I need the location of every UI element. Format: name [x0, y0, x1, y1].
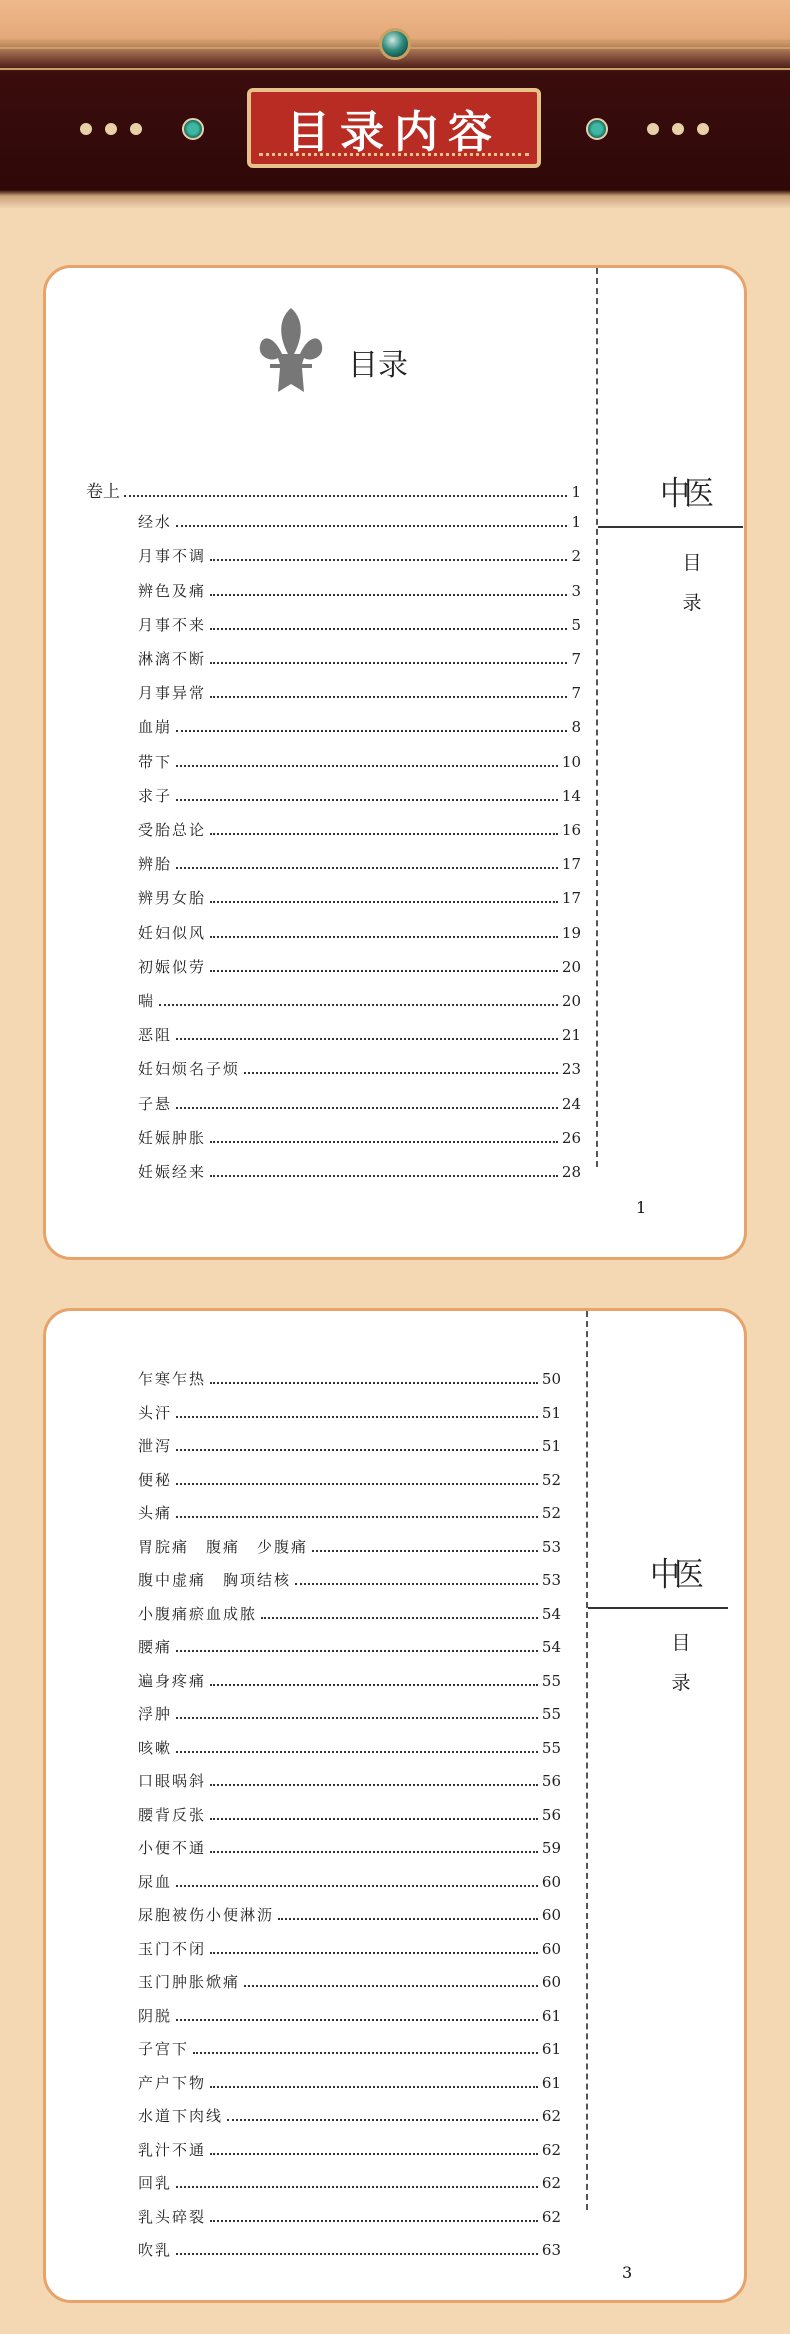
seal-logo: 中医	[660, 474, 708, 514]
toc-entry-title: 小腹痛瘀血成脓	[138, 1604, 258, 1623]
dot-leader	[176, 2253, 538, 2255]
toc-entry-title: 妊妇烦名子烦	[138, 1060, 241, 1079]
toc-entry	[138, 2172, 561, 2193]
toc-entry-title: 经水	[138, 513, 173, 532]
toc-entry-page: 16	[561, 821, 581, 839]
toc-entry	[138, 1737, 561, 1758]
toc-entry-title: 泄泻	[138, 1437, 173, 1455]
toc-entry-page: 62	[541, 2174, 561, 2192]
toc-entry	[138, 2239, 561, 2260]
toc-entry-title: 胃脘痛 腹痛 少腹痛	[138, 1537, 309, 1556]
toc-entry-title: 阴脱	[138, 2006, 173, 2025]
toc-entry-page: 8	[571, 718, 581, 737]
toc-entry-title: 头汗	[138, 1403, 173, 1422]
dot-leader	[176, 1449, 538, 1451]
toc-entry	[138, 956, 581, 977]
dot-leader	[124, 495, 567, 497]
toc-entry-page: 53	[541, 1571, 561, 1589]
side-title-char: 录	[682, 592, 702, 614]
toc-entry-page: 19	[561, 923, 581, 942]
toc-entry-title: 月事异常	[138, 684, 207, 703]
dot-leader	[210, 559, 567, 561]
dot-leader	[210, 833, 558, 835]
dot-leader	[261, 1617, 538, 1619]
dot-leader	[159, 1004, 558, 1006]
toc-entry-page: 17	[561, 855, 581, 874]
toc-entry	[138, 1024, 581, 1045]
toc-entry-page: 60	[541, 1906, 561, 1924]
toc-entry-page: 53	[541, 1537, 561, 1556]
toc-entry	[138, 545, 581, 566]
toc-page-2	[43, 1308, 747, 2303]
side-rule	[598, 526, 743, 528]
toc-entry-page: 61	[541, 2073, 561, 2092]
dot-leader	[210, 1784, 538, 1786]
toc-entry-title: 月事不调	[138, 547, 207, 566]
toc-entry-title: 卷上	[86, 482, 120, 502]
toc-entry-title: 腰背反张	[138, 1805, 207, 1824]
toc-entry	[138, 1569, 561, 1590]
toc-entry-title: 恶阻	[138, 1026, 173, 1045]
toc-entry-title: 玉门肿胀焮痛	[138, 1973, 241, 1991]
toc-entry-title: 头痛	[138, 1504, 173, 1522]
toc-entry	[138, 2005, 561, 2026]
dot-leader	[244, 1072, 558, 1074]
toc-entry-title: 尿血	[138, 1872, 173, 1891]
toc-entry	[138, 2206, 561, 2227]
dot-leader	[210, 2153, 538, 2155]
toc-entry-title: 腹中虚痛 胸项结核	[138, 1571, 292, 1589]
dot-leader	[176, 799, 558, 801]
dot-leader	[210, 696, 567, 698]
toc-entry-page: 14	[561, 786, 581, 805]
toc-entry	[138, 2072, 561, 2093]
toc-entry-page: 61	[541, 2040, 561, 2058]
toc-entry-title: 乍寒乍热	[138, 1370, 207, 1388]
dot-leader	[176, 525, 567, 527]
toc-entry-title: 子宫下	[138, 2040, 190, 2058]
toc-page-1	[43, 265, 747, 1260]
side-title-char: 目	[682, 552, 702, 574]
toc-entry	[138, 785, 581, 806]
toc-entry-page: 60	[541, 1973, 561, 1991]
toc-entry-title: 口眼㖞斜	[138, 1772, 207, 1790]
toc-entry-page: 60	[541, 1939, 561, 1958]
toc-entry	[138, 1603, 561, 1624]
toc-entry-title: 辨色及痛	[138, 581, 207, 600]
dot-leader	[210, 1818, 538, 1820]
toc-entry	[138, 1368, 561, 1389]
toc-entry-title: 水道下肉线	[138, 2107, 224, 2125]
dot-leader	[176, 1717, 538, 1719]
toc-entry-page: 7	[571, 684, 581, 703]
toc-entry-title: 初娠似劳	[138, 957, 207, 976]
toc-entry	[138, 1435, 561, 1456]
toc-entry-page: 3	[571, 581, 581, 600]
toc-entry-title: 腰痛	[138, 1638, 173, 1656]
toc-entry-page: 55	[541, 1705, 561, 1723]
toc-entry-title: 辨胎	[138, 855, 173, 874]
toc-entry	[138, 1871, 561, 1892]
toc-entry	[138, 2139, 561, 2160]
toc-entry-title: 吹乳	[138, 2241, 173, 2259]
gem-left-icon	[182, 118, 204, 140]
dot-leader	[176, 1107, 558, 1109]
toc-entry	[138, 682, 581, 703]
toc-entry	[138, 1837, 561, 1858]
dot-leader	[176, 1516, 538, 1518]
side-rule	[588, 1607, 728, 1609]
toc-entry-title: 月事不来	[138, 615, 207, 634]
dot-leader	[176, 1885, 538, 1887]
toc-entry	[138, 1127, 581, 1148]
toc-entry-page: 51	[541, 1437, 561, 1455]
toc-entry	[138, 990, 581, 1011]
page-divider	[586, 1311, 588, 2210]
fleur-de-lis-icon	[256, 306, 326, 396]
page-divider	[596, 268, 598, 1167]
dots-left	[80, 123, 142, 135]
toc-entry-page: 26	[561, 1128, 581, 1147]
toc-entry-page: 52	[541, 1504, 561, 1522]
banner-title: 目录内容	[286, 107, 502, 158]
toc-entry-page: 10	[561, 752, 581, 771]
dot-leader	[210, 2220, 538, 2222]
dot-leader	[210, 2086, 538, 2088]
toc-entry-title: 子悬	[138, 1094, 173, 1113]
toc-entry-page: 62	[541, 2140, 561, 2159]
seal-logo: 中医	[650, 1555, 698, 1595]
dot-leader	[278, 1918, 538, 1920]
toc-entry-title: 血崩	[138, 718, 173, 737]
dot-leader	[312, 1550, 538, 1552]
toc-entry-title: 喘	[138, 992, 156, 1010]
toc-entry-page: 23	[561, 1060, 581, 1079]
page-number: 1	[636, 1198, 647, 1217]
toc-entry-page: 1	[571, 483, 581, 501]
toc-entry-page: 55	[541, 1671, 561, 1690]
toc-entry-title: 受胎总论	[138, 821, 207, 839]
toc-entry-page: 62	[541, 2207, 561, 2226]
toc-entry-page: 50	[541, 1370, 561, 1388]
dot-leader	[210, 594, 567, 596]
toc-entry-title: 乳头碎裂	[138, 2207, 207, 2226]
toc-entry-title: 带下	[138, 752, 173, 771]
dot-leader	[176, 2186, 538, 2188]
dot-leader	[176, 730, 567, 732]
dot-leader	[210, 936, 558, 938]
dot-leader	[227, 2119, 538, 2121]
dot-leader	[176, 2019, 538, 2021]
toc-entry-title: 求子	[138, 786, 173, 805]
toc-entry	[138, 819, 581, 840]
dot-leader	[176, 1038, 558, 1040]
toc-entry	[138, 648, 581, 669]
toc-entry-page: 61	[541, 2006, 561, 2025]
toc-entry-title: 遍身疼痛	[138, 1671, 207, 1690]
toc-entry	[138, 1804, 561, 1825]
toc-entry-page: 20	[561, 957, 581, 976]
title-plate	[247, 88, 541, 168]
dot-leader	[176, 1483, 538, 1485]
toc-entry-page: 5	[571, 615, 581, 634]
toc-entry-title: 妊娠经来	[138, 1163, 207, 1181]
dot-leader	[210, 1141, 558, 1143]
side-title-char: 目	[671, 1632, 691, 1654]
dot-leader	[210, 1382, 538, 1384]
toc-entry	[138, 1402, 561, 1423]
toc-entry-page: 2	[571, 547, 581, 566]
header-banner	[0, 0, 790, 208]
toc-entry-title: 妊妇似风	[138, 923, 207, 942]
toc-entry-page: 51	[541, 1403, 561, 1422]
toc-entry	[138, 1536, 561, 1557]
toc-entry	[138, 2038, 561, 2059]
toc-entry	[138, 580, 581, 601]
dot-leader	[176, 765, 558, 767]
toc-entry-page: 56	[541, 1772, 561, 1790]
toc-entry	[138, 1938, 561, 1959]
toc-entry	[138, 1670, 561, 1691]
toc-entry-title: 咳嗽	[138, 1738, 173, 1757]
toc-entry	[138, 1703, 561, 1724]
toc-entry-page: 56	[541, 1805, 561, 1824]
dot-leader	[210, 1684, 538, 1686]
toc-entry-title: 乳汁不通	[138, 2140, 207, 2159]
toc-entry-title: 产户下物	[138, 2073, 207, 2092]
toc-entry	[138, 716, 581, 737]
toc-entry-page: 7	[571, 650, 581, 668]
toc-entry	[138, 511, 581, 532]
toc-heading: 目录	[348, 348, 408, 383]
toc-entry-page: 55	[541, 1738, 561, 1757]
dot-leader	[244, 1985, 538, 1987]
toc-entry-page: 63	[541, 2241, 561, 2259]
toc-entry-page: 52	[541, 1470, 561, 1489]
toc-entry-title: 妊娠肿胀	[138, 1128, 207, 1147]
toc-entry-title: 便秘	[138, 1470, 173, 1489]
toc-entry	[138, 1161, 581, 1182]
dot-leader	[210, 662, 567, 664]
dot-leader	[176, 1416, 538, 1418]
toc-entry-title: 浮肿	[138, 1705, 173, 1723]
toc-entry	[138, 1770, 561, 1791]
side-title-char: 录	[671, 1672, 691, 1694]
toc-entry-page: 17	[561, 889, 581, 908]
gem-right-icon	[586, 118, 608, 140]
dot-leader	[210, 1952, 538, 1954]
dot-leader	[295, 1583, 538, 1585]
toc-entry-page: 20	[561, 992, 581, 1010]
dot-leader	[210, 628, 567, 630]
toc-entry	[138, 887, 581, 908]
toc-entry	[138, 1093, 581, 1114]
dot-leader	[176, 1650, 538, 1652]
toc-entry	[138, 751, 581, 772]
toc-entry-title: 尿胞被伤小便淋沥	[138, 1906, 275, 1924]
toc-entry	[138, 1971, 561, 1992]
dot-leader	[193, 2052, 538, 2054]
toc-entry-page: 59	[541, 1839, 561, 1857]
toc-entry-title: 小便不通	[138, 1839, 207, 1857]
toc-entry-page: 28	[561, 1163, 581, 1181]
toc-entry-page: 54	[541, 1638, 561, 1656]
dot-leader	[176, 1751, 538, 1753]
toc-entry	[138, 1904, 561, 1925]
toc-entry-title: 玉门不闭	[138, 1939, 207, 1958]
toc-entry	[138, 1502, 561, 1523]
toc-entry	[138, 1058, 581, 1079]
dot-leader	[210, 970, 558, 972]
toc-entry	[138, 1636, 561, 1657]
toc-entry	[86, 477, 581, 502]
toc-entry-title: 淋漓不断	[138, 650, 207, 668]
dot-leader	[176, 867, 558, 869]
toc-entry	[138, 1469, 561, 1490]
dots-right	[647, 123, 709, 135]
toc-entry-page: 24	[561, 1094, 581, 1113]
toc-entry	[138, 2105, 561, 2126]
dot-leader	[210, 1851, 538, 1853]
toc-entry-title: 辨男女胎	[138, 889, 207, 908]
toc-entry	[138, 853, 581, 874]
dot-leader	[210, 1175, 558, 1177]
toc-entry-page: 60	[541, 1872, 561, 1891]
jewel-icon	[379, 28, 411, 60]
toc-entry-page: 54	[541, 1604, 561, 1623]
toc-entry-page: 1	[571, 513, 581, 532]
toc-entry-page: 21	[561, 1026, 581, 1045]
dot-leader	[210, 901, 558, 903]
toc-entry-title: 回乳	[138, 2174, 173, 2192]
toc-entry-page: 62	[541, 2107, 561, 2125]
toc-entry	[138, 614, 581, 635]
page-number: 3	[622, 2263, 633, 2282]
toc-entry	[138, 922, 581, 943]
gold-line	[0, 68, 790, 70]
